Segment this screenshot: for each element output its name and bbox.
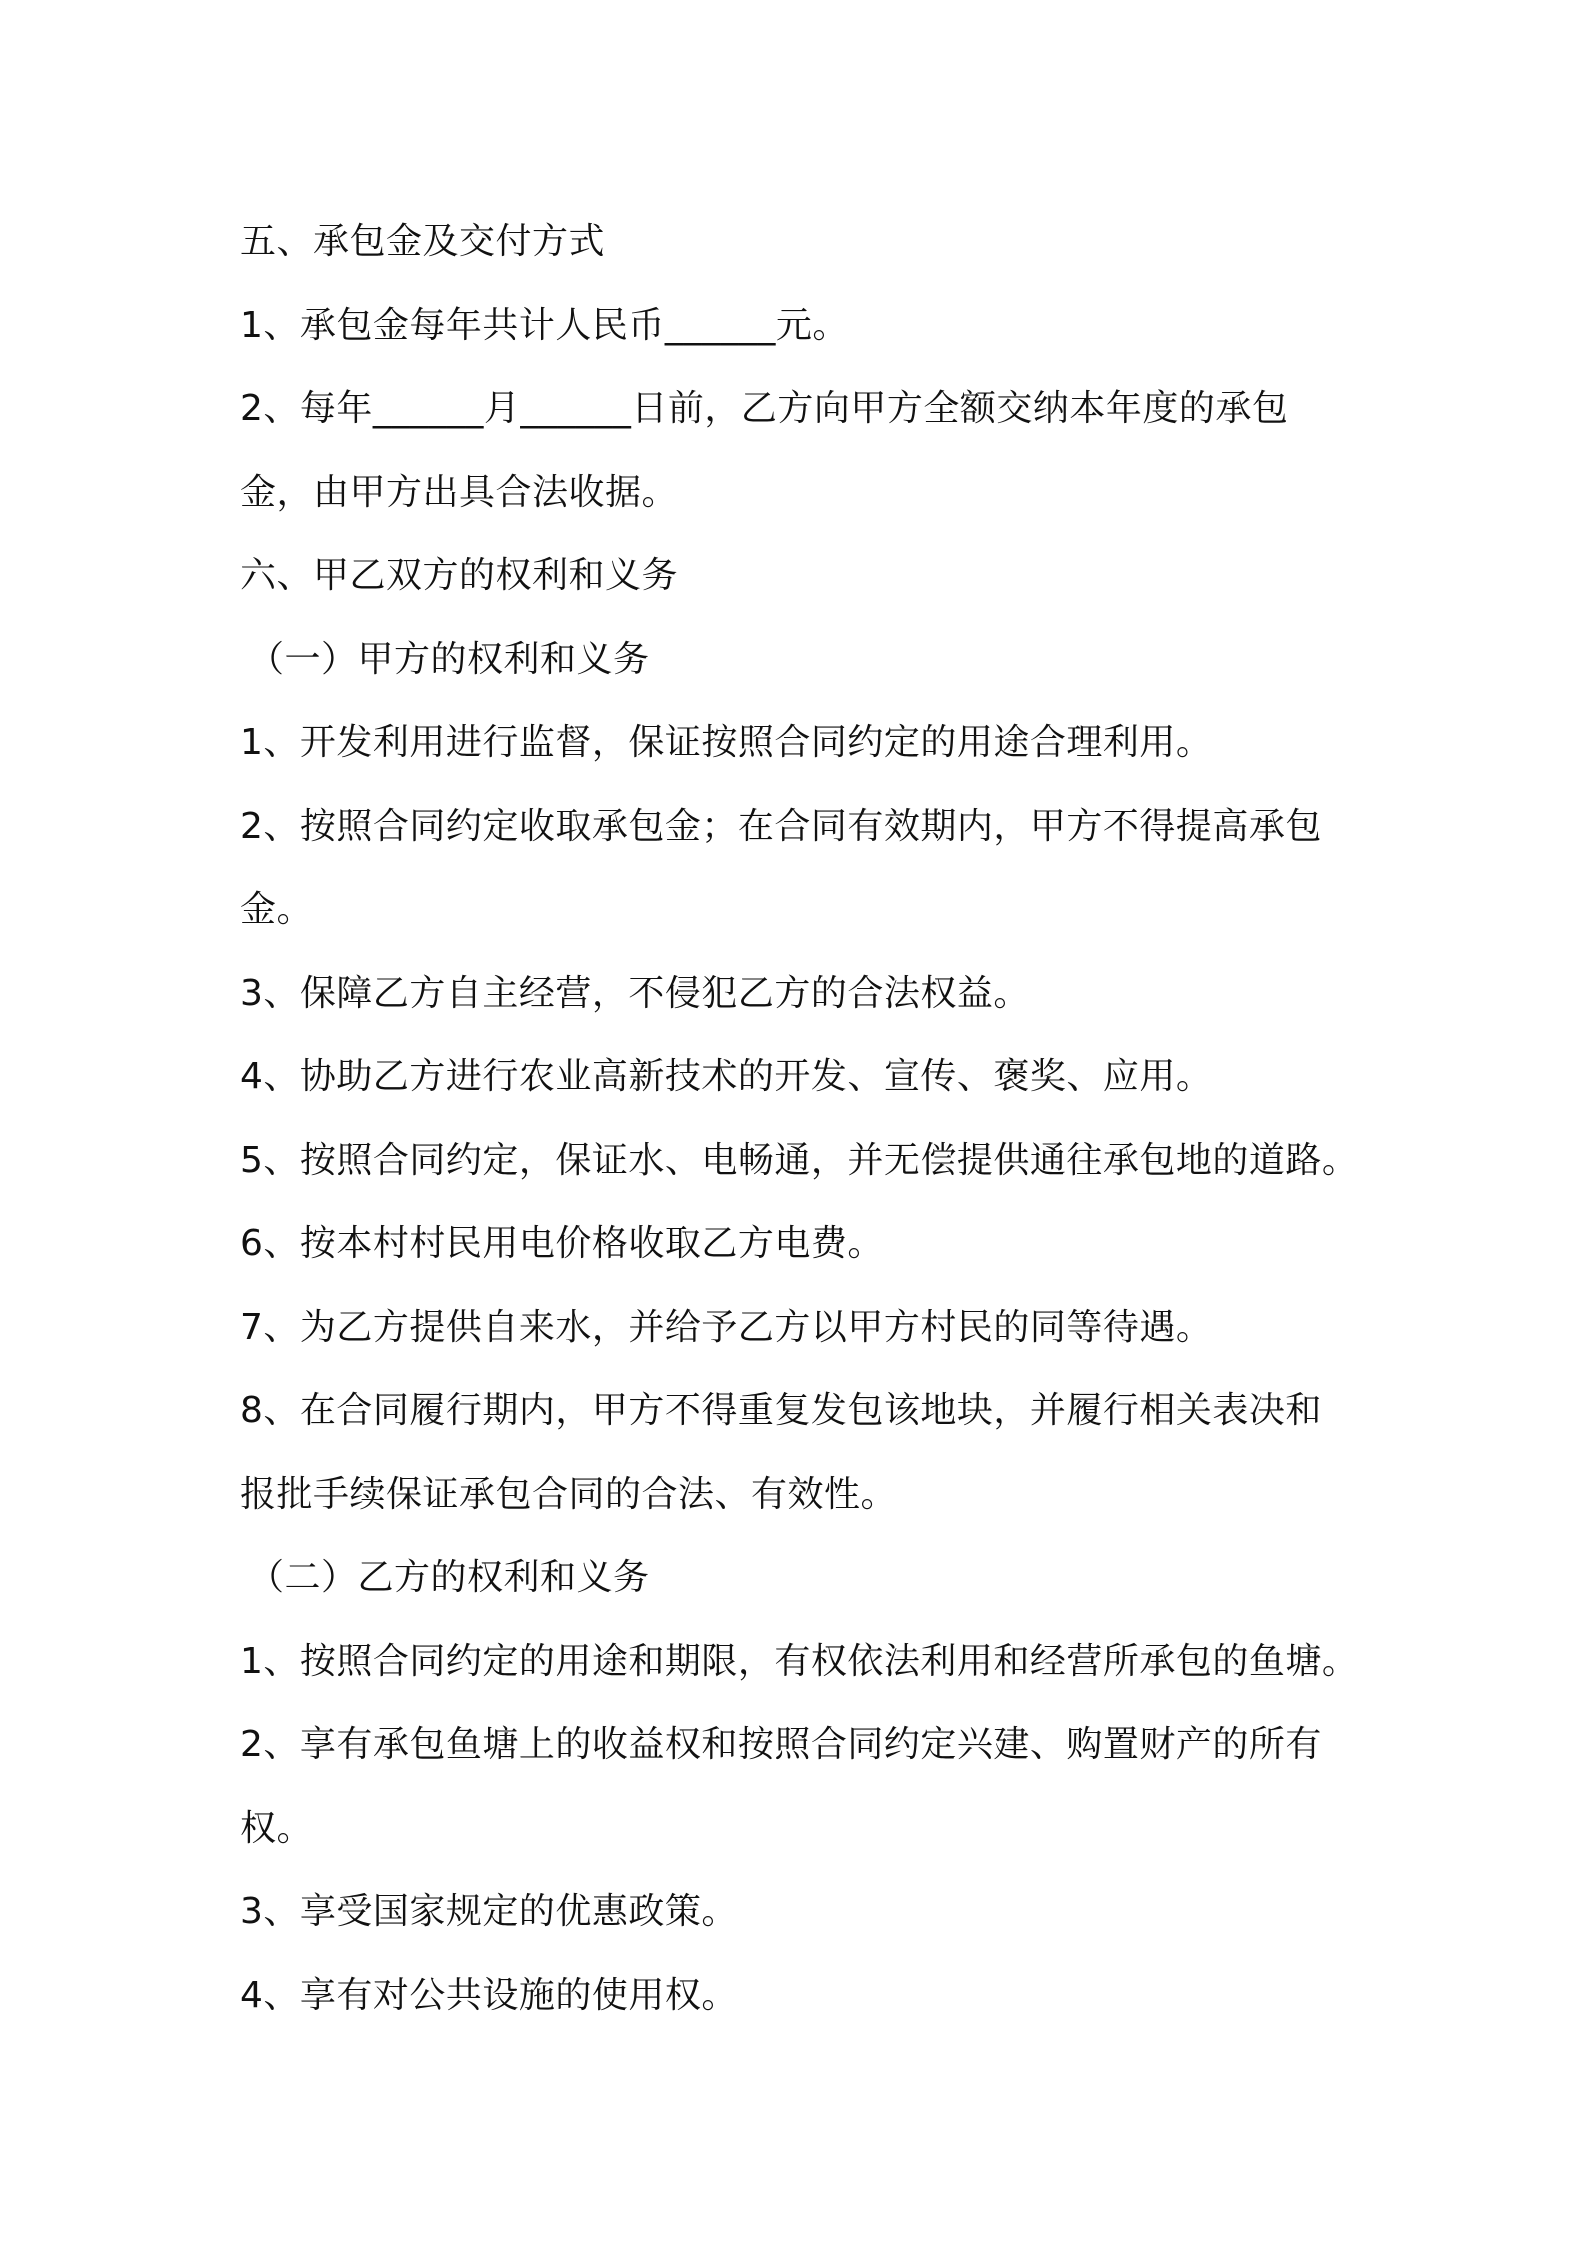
paragraph-line: 权。	[240, 1807, 314, 1849]
paragraph-line: 报批手续保证承包合同的合法、有效性。	[240, 1473, 898, 1515]
subsection-heading-1: （一）甲方的权利和义务	[248, 638, 650, 680]
section-heading-6: 六、甲乙双方的权利和义务	[240, 555, 679, 596]
subsection-heading-2: （二）乙方的权利和义务	[248, 1557, 650, 1598]
paragraph-line: 5、按照合同约定，保证水、电畅通，并无偿提供通往承包地的道路。	[240, 1139, 1359, 1181]
paragraph-line: 2、享有承包鱼塘上的收益权和按照合同约定兴建、购置财产的所有	[240, 1724, 1322, 1765]
paragraph-line: 金，由甲方出具合法收据。	[240, 471, 679, 513]
paragraph-line: 2、按照合同约定收取承包金；在合同有效期内，甲方不得提高承包	[240, 805, 1322, 847]
paragraph-line: 3、享受国家规定的优惠政策。	[240, 1891, 738, 1932]
paragraph-line: 1、开发利用进行监督，保证按照合同约定的用途合理利用。	[240, 722, 1213, 763]
paragraph-line: 1、承包金每年共计人民币______元。	[240, 304, 849, 346]
paragraph-line: 7、为乙方提供自来水，并给予乙方以甲方村民的同等待遇。	[240, 1306, 1213, 1348]
paragraph-line: 2、每年______月______日前，乙方向甲方全额交纳本年度的承包	[240, 388, 1289, 429]
paragraph-line: 3、保障乙方自主经营，不侵犯乙方的合法权益。	[240, 972, 1030, 1014]
paragraph-line: 6、按本村村民用电价格收取乙方电费。	[240, 1223, 884, 1264]
paragraph-line: 1、按照合同约定的用途和期限，有权依法利用和经营所承包的鱼塘。	[240, 1640, 1359, 1682]
paragraph-line: 8、在合同履行期内，甲方不得重复发包该地块，并履行相关表决和	[240, 1390, 1322, 1431]
paragraph-line: 金。	[240, 889, 314, 930]
paragraph-line: 4、享有对公共设施的使用权。	[240, 1974, 738, 2016]
paragraph-line: 4、协助乙方进行农业高新技术的开发、宣传、褒奖、应用。	[240, 1056, 1213, 1097]
document-body	[240, 200, 1360, 2037]
section-heading-5: 五、承包金及交付方式	[240, 221, 606, 262]
